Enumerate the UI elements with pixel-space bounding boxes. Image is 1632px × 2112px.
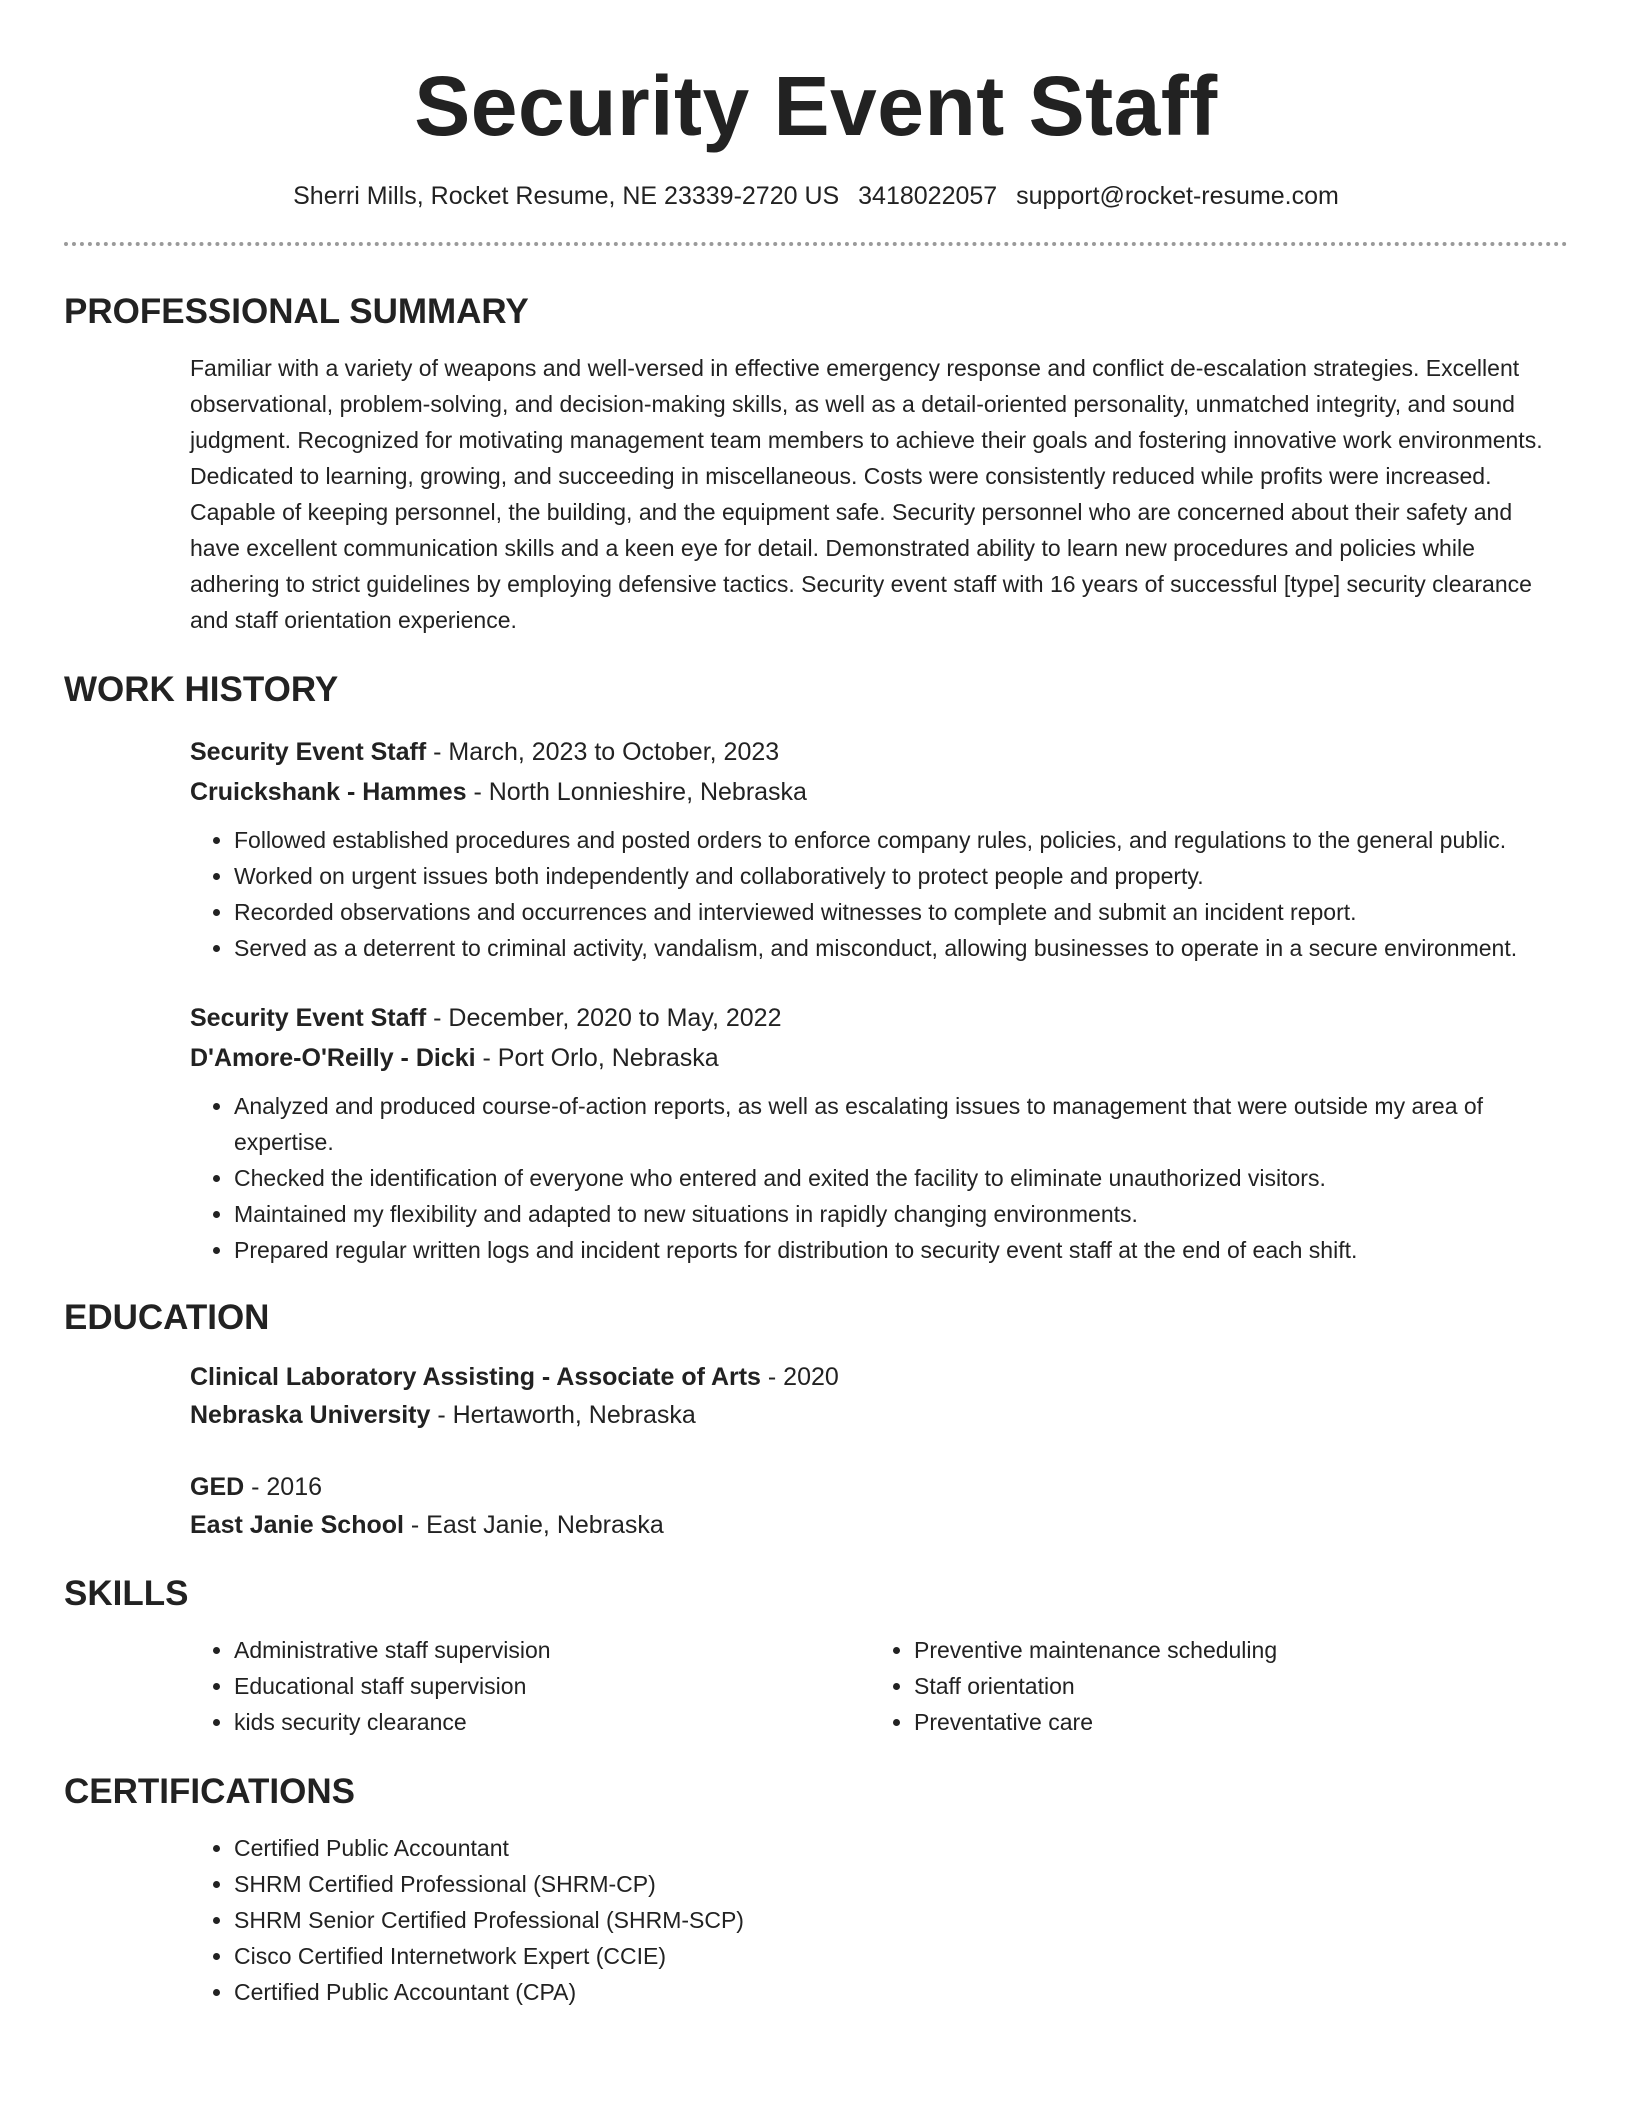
- education-degree: Clinical Laboratory Assisting - Associate of Arts: [190, 1363, 761, 1391]
- contact-email: support@rocket-resume.com: [1016, 182, 1339, 210]
- list-item: • Staff orientation: [914, 1668, 1550, 1704]
- list-item: • Prepared regular written logs and incident reports for distribution to security event staff at the end of each shift.: [234, 1232, 1568, 1268]
- list-item: • Worked on urgent issues both independently and collaboratively to protect people and property.: [234, 858, 1568, 894]
- education-school-line: [190, 1396, 1568, 1434]
- list-item: • Served as a deterrent to criminal activity, vandalism, and misconduct, allowing businesses to operate in a secure environment.: [234, 930, 1568, 966]
- list-item: • Checked the identification of everyone who entered and exited the facility to eliminate unauthorized visitors.: [234, 1160, 1568, 1196]
- job-dates: - March, 2023 to October, 2023: [426, 738, 780, 766]
- education-degree-line: [190, 1468, 1568, 1506]
- education-location: - Hertaworth, Nebraska: [430, 1401, 696, 1429]
- contact-line: [64, 180, 1568, 212]
- education-entry: [190, 1468, 1568, 1544]
- resume-page: [64, 0, 1568, 2010]
- list-item: • kids security clearance: [234, 1704, 870, 1740]
- skills-column-right: [870, 1632, 1550, 1740]
- skills-title: SKILLS: [64, 1574, 189, 1613]
- list-item: • Certified Public Accountant (CPA): [234, 1974, 1568, 2010]
- summary-section: [64, 290, 1568, 638]
- education-year: - 2016: [244, 1473, 323, 1501]
- list-item: • SHRM Senior Certified Professional (SHRM-SCP): [234, 1902, 1568, 1938]
- list-item: • Cisco Certified Internetwork Expert (CCIE): [234, 1938, 1568, 1974]
- summary-title: PROFESSIONAL SUMMARY: [64, 292, 529, 331]
- job-company: D'Amore-O'Reilly - Dicki: [190, 1044, 476, 1072]
- job-role-line: [190, 732, 1568, 772]
- work-title: WORK HISTORY: [64, 670, 339, 709]
- education-location: - East Janie, Nebraska: [403, 1511, 664, 1539]
- education-degree-line: [190, 1358, 1568, 1396]
- job-company-line: [190, 772, 1568, 812]
- job-company: Cruickshank - Hammes: [190, 778, 467, 806]
- skills-column-left: [190, 1632, 870, 1740]
- education-title: EDUCATION: [64, 1298, 270, 1337]
- list-item: • Preventative care: [914, 1704, 1550, 1740]
- job-company-line: [190, 1038, 1568, 1078]
- certifications-title: CERTIFICATIONS: [64, 1772, 356, 1811]
- job-dates: - December, 2020 to May, 2022: [426, 1004, 782, 1032]
- skills-list: [870, 1632, 1550, 1740]
- job-bullets: [190, 822, 1568, 966]
- job-bullets: [190, 1088, 1568, 1268]
- job-location: - North Lonnieshire, Nebraska: [466, 778, 807, 806]
- header-divider: [64, 242, 1568, 246]
- job-entry: [190, 732, 1568, 966]
- education-degree: GED: [190, 1473, 245, 1501]
- list-item: • Certified Public Accountant: [234, 1830, 1568, 1866]
- skills-list: [190, 1632, 870, 1740]
- education-section: [64, 1296, 1568, 1544]
- job-role-line: [190, 998, 1568, 1038]
- certifications-list: [190, 1830, 1568, 2010]
- list-item: • Recorded observations and occurrences and interviewed witnesses to complete and submit an incident report.: [234, 894, 1568, 930]
- resume-name: Security Event Staff: [414, 59, 1218, 153]
- skills-grid: [190, 1632, 1568, 1740]
- list-item: • Maintained my flexibility and adapted to new situations in rapidly changing environments.: [234, 1196, 1568, 1232]
- education-school: Nebraska University: [190, 1401, 431, 1429]
- contact-phone: 3418022057: [858, 182, 998, 210]
- education-year: - 2020: [760, 1363, 839, 1391]
- list-item: • Educational staff supervision: [234, 1668, 870, 1704]
- list-item: • Administrative staff supervision: [234, 1632, 870, 1668]
- job-location: - Port Orlo, Nebraska: [475, 1044, 719, 1072]
- job-role: Security Event Staff: [190, 1004, 427, 1032]
- work-section: [64, 668, 1568, 1268]
- skills-section: [64, 1572, 1568, 1740]
- contact-address: Sherri Mills, Rocket Resume, NE 23339-2720 US: [293, 182, 840, 210]
- list-item: • SHRM Certified Professional (SHRM-CP): [234, 1866, 1568, 1902]
- education-entry: [190, 1358, 1568, 1434]
- education-school-line: [190, 1506, 1568, 1544]
- list-item: • Analyzed and produced course-of-action reports, as well as escalating issues to management that were outside my area of expertise.: [234, 1088, 1568, 1160]
- list-item: • Preventive maintenance scheduling: [914, 1632, 1550, 1668]
- job-role: Security Event Staff: [190, 738, 427, 766]
- certifications-section: [64, 1770, 1568, 2010]
- list-item: • Followed established procedures and posted orders to enforce company rules, policies, and regulations to the general public.: [234, 822, 1568, 858]
- job-entry: [190, 998, 1568, 1268]
- education-school: East Janie School: [190, 1511, 404, 1539]
- summary-text: Familiar with a variety of weapons and well-versed in effective emergency response and conflict de-escalation strategies. Excellent observational, problem-solving, and decision-making skills, as well as a detail-oriented personality, unmatched integrity, and sound judgment. Recognized for motivating management team members to achieve their goals and fostering innovative work environments. Dedicated to learning, growing, and succeeding in miscellaneous. Costs were consistently reduced while profits were increased. Capable of keeping personnel, the building, and the equipment safe. Security personnel who are concerned about their safety and have excellent communication skills and a keen eye for detail. Demonstrated ability to learn new procedures and policies while adhering to strict guidelines by employing defensive tactics. Security event staff with 16 years of successful [type] security clearance and staff orientation experience.: [190, 355, 1543, 633]
